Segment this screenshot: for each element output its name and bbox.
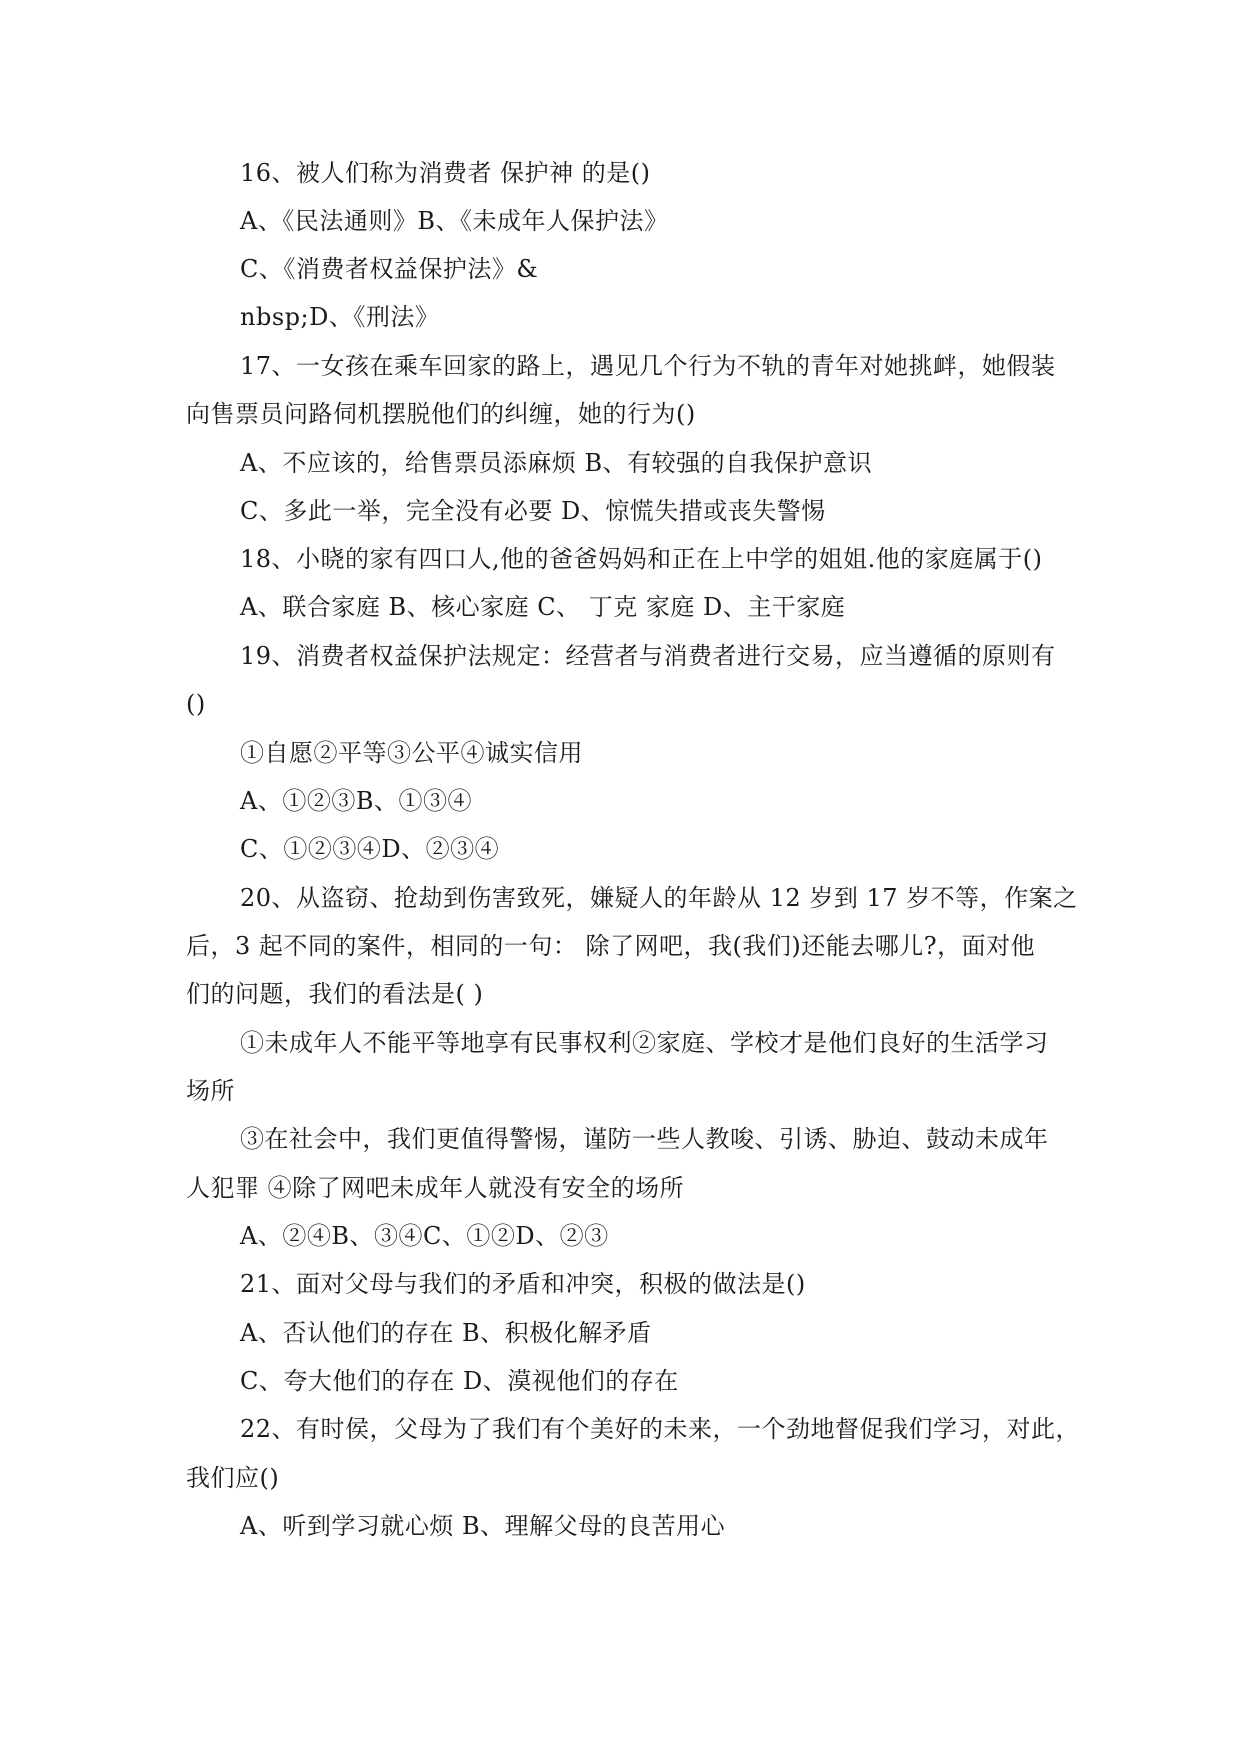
- question-17-stem-cont: 向售票员问路伺机摆脱他们的纠缠，她的行为(): [186, 400, 696, 428]
- question-20-stem: 20、从盗窃、抢劫到伤害致死，嫌疑人的年龄从 12 岁到 17 岁不等，作案之: [240, 884, 1078, 912]
- question-20-stem-cont-2: 们的问题，我们的看法是( ): [186, 980, 484, 1008]
- question-21-options-cd: C、夸大他们的存在 D、漠视他们的存在: [240, 1367, 679, 1395]
- question-19-items: ①自愿②平等③公平④诚实信用: [240, 739, 583, 767]
- question-18-options: A、联合家庭 B、核心家庭 C、 丁克 家庭 D、主干家庭: [240, 593, 846, 621]
- question-22-stem: 22、有时侯，父母为了我们有个美好的未来，一个劲地督促我们学习，对此，: [240, 1415, 1081, 1443]
- question-19-options-ab: A、①②③B、①③④: [240, 787, 472, 815]
- question-16-option-c: C、《消费者权益保护法》&: [240, 255, 539, 283]
- question-20-item-3-cont: 人犯罪 ④除了网吧未成年人就没有安全的场所: [186, 1174, 685, 1202]
- question-16-options-ab: A、《民法通则》B、《未成年人保护法》: [240, 207, 669, 235]
- question-21-options-ab: A、否认他们的存在 B、积极化解矛盾: [240, 1319, 652, 1347]
- question-17-stem: 17、一女孩在乘车回家的路上，遇见几个行为不轨的青年对她挑衅，她假装: [240, 352, 1056, 380]
- question-19-stem: 19、消费者权益保护法规定：经营者与消费者进行交易，应当遵循的原则有: [240, 642, 1056, 670]
- question-16-stem: 16、被人们称为消费者 保护神 的是(): [240, 159, 651, 187]
- question-16-option-d: nbsp;D、《刑法》: [240, 303, 440, 331]
- question-20-stem-cont-1: 后，3 起不同的案件，相同的一句： 除了网吧，我(我们)还能去哪儿?，面对他: [186, 932, 1036, 960]
- question-17-options-ab: A、不应该的，给售票员添麻烦 B、有较强的自我保护意识: [240, 449, 873, 477]
- question-22-options-ab: A、听到学习就心烦 B、理解父母的良苦用心: [240, 1512, 726, 1540]
- question-19-options-cd: C、①②③④D、②③④: [240, 835, 500, 863]
- question-20-item-1: ①未成年人不能平等地享有民事权利②家庭、学校才是他们良好的生活学习: [240, 1029, 1049, 1057]
- question-17-options-cd: C、多此一举，完全没有必要 D、惊慌失措或丧失警惕: [240, 497, 826, 525]
- question-19-stem-cont: (): [186, 690, 206, 718]
- question-20-item-1-cont: 场所: [186, 1077, 235, 1105]
- question-20-item-3: ③在社会中，我们更值得警惕，谨防一些人教唆、引诱、胁迫、鼓动未成年: [240, 1125, 1049, 1153]
- question-20-options: A、②④B、③④C、①②D、②③: [240, 1222, 609, 1250]
- question-21-stem: 21、面对父母与我们的矛盾和冲突，积极的做法是(): [240, 1270, 806, 1298]
- question-18-stem: 18、小晓的家有四口人,他的爸爸妈妈和正在上中学的姐姐.他的家庭属于(): [240, 545, 1043, 573]
- question-22-stem-cont: 我们应(): [186, 1464, 280, 1492]
